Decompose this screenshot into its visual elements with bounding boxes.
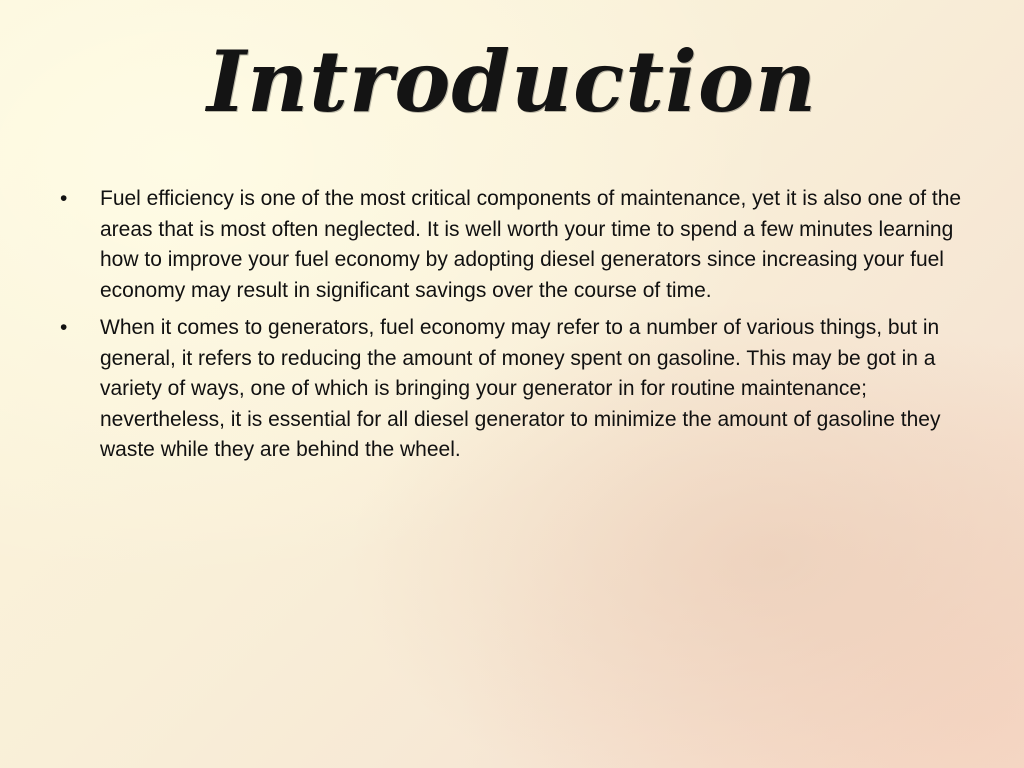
bullet-item	[56, 184, 968, 306]
bullet-icon: •	[60, 187, 68, 210]
bullet-icon: •	[60, 316, 68, 339]
bullet-list	[56, 184, 968, 473]
bullet-item	[56, 313, 968, 466]
slide-title: Introduction	[206, 32, 818, 131]
bullet-text: Fuel efficiency is one of the most critical components of maintenance, yet it is also one of the areas that is most often neglected. It is well worth your time to spend a few minutes learning how to improve your fuel economy by adopting diesel generators since increasing your fuel economy may result in significant savings over the course of time.	[100, 187, 962, 302]
bullet-text: When it comes to generators, fuel economy may refer to a number of various things, but in general, it refers to reducing the amount of money spent on gasoline. This may be got in a variety of ways, one of which is bringing your generator in for routine maintenance; nevertheless, it is essential for all diesel generator to minimize the amount of gasoline they waste while they are behind the wheel.	[100, 316, 941, 461]
